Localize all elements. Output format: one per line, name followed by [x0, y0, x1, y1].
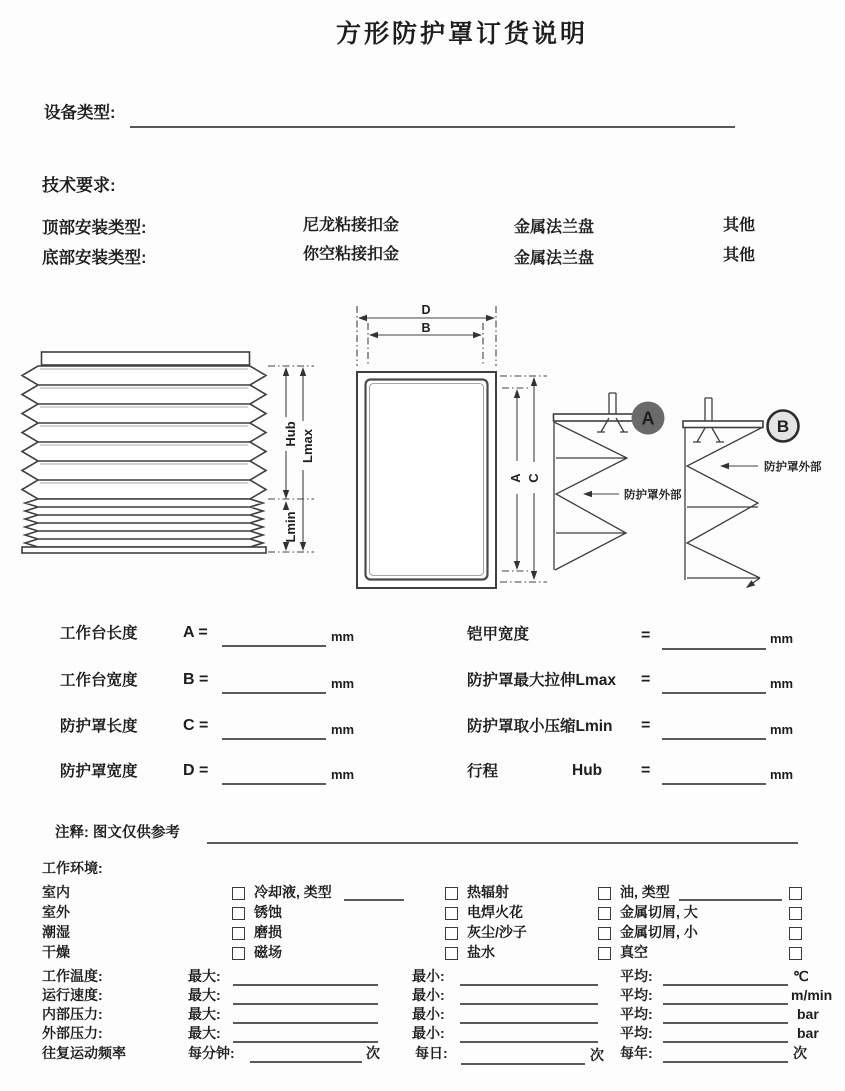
- note-line[interactable]: [207, 824, 798, 844]
- env-welding-sparks-label: 电焊火花: [467, 904, 523, 920]
- speed-label: 运行速度:: [42, 987, 103, 1003]
- freq-per-year-label: 每年:: [620, 1045, 653, 1061]
- external-pressure-unit: bar: [797, 1025, 819, 1041]
- checkbox-dust-sand[interactable]: [445, 927, 458, 940]
- checkbox-oil[interactable]: [598, 887, 611, 900]
- temp-unit: ℃: [793, 968, 809, 984]
- temp-max-line[interactable]: [233, 969, 378, 986]
- external-pressure-avg-label: 平均:: [620, 1025, 653, 1041]
- outside-label-a: 防护罩外部: [624, 489, 682, 502]
- external-pressure-max-line[interactable]: [233, 1026, 378, 1043]
- dim-b-label: 工作台宽度: [60, 672, 138, 689]
- input-lmax[interactable]: [662, 674, 766, 694]
- armor-width-eq: =: [641, 627, 651, 644]
- input-armor-width[interactable]: [662, 630, 766, 650]
- oil-type-line[interactable]: [679, 884, 782, 901]
- external-pressure-avg-line[interactable]: [663, 1026, 788, 1043]
- dim-c-unit: mm: [331, 722, 355, 737]
- temp-avg-label: 平均:: [620, 968, 653, 984]
- lmax-label: 防护罩最大拉伸Lmax: [467, 672, 616, 689]
- external-pressure-min-label: 最小:: [412, 1025, 445, 1041]
- lmin-unit: mm: [770, 722, 794, 737]
- dim-d-unit: mm: [331, 767, 355, 782]
- env-salt-water-label: 盐水: [467, 944, 495, 960]
- env-outdoor-label: 室外: [42, 904, 70, 920]
- c-dim-label: C: [526, 473, 541, 483]
- input-dim-b[interactable]: [222, 674, 326, 694]
- speed-max-label: 最大:: [188, 987, 221, 1003]
- dim-d-label: 防护罩宽度: [60, 763, 138, 780]
- lmin-eq: =: [641, 717, 651, 734]
- a-dim-label: A: [508, 473, 523, 483]
- mount-detail-a: [554, 393, 682, 570]
- checkbox-dry[interactable]: [789, 947, 802, 960]
- checkbox-welding-sparks[interactable]: [445, 907, 458, 920]
- checkbox-humid[interactable]: [789, 927, 802, 940]
- speed-min-line[interactable]: [460, 988, 598, 1005]
- lmax-unit: mm: [770, 676, 794, 691]
- dim-a-unit: mm: [331, 629, 355, 644]
- env-metal-chips-small-label: 金属切屑, 小: [620, 924, 698, 940]
- env-oil-label: 油, 类型: [620, 884, 670, 900]
- checkbox-outdoor[interactable]: [789, 907, 802, 920]
- internal-pressure-min-label: 最小:: [412, 1006, 445, 1022]
- dim-b-unit: mm: [331, 676, 355, 691]
- internal-pressure-max-label: 最大:: [188, 1006, 221, 1022]
- checkbox-magnetic-field[interactable]: [232, 947, 245, 960]
- device-type-label: 设备类型:: [44, 104, 116, 122]
- freq-per-year-line[interactable]: [663, 1046, 788, 1063]
- armor-width-unit: mm: [770, 631, 794, 646]
- lmax-eq: =: [641, 671, 651, 688]
- top-mount-option-nylon[interactable]: 尼龙粘接扣金: [303, 217, 400, 234]
- bottom-mount-option-nylon[interactable]: 你空粘接扣金: [303, 246, 400, 263]
- speed-max-line[interactable]: [233, 988, 378, 1005]
- dim-d-symbol: D =: [183, 762, 209, 779]
- detail-a-letter: A: [641, 408, 655, 429]
- dim-c-symbol: C =: [183, 717, 209, 734]
- env-indoor-label: 室内: [42, 884, 70, 900]
- freq-per-minute-label: 每分钟:: [188, 1045, 235, 1061]
- frequency-label: 往复运动频率: [42, 1045, 126, 1061]
- speed-min-label: 最小:: [412, 987, 445, 1003]
- coolant-type-line[interactable]: [344, 884, 404, 901]
- hub-dim-label: Hub: [283, 421, 298, 447]
- stroke-hub-symbol: Hub: [572, 762, 603, 779]
- note-label: 注释: 图文仅供参考: [55, 825, 180, 841]
- internal-pressure-max-line[interactable]: [233, 1007, 378, 1024]
- bottom-mount-option-other[interactable]: 其他: [723, 247, 756, 264]
- cover-top-view: [357, 303, 547, 588]
- env-dust-sand-label: 灰尘/沙子: [467, 924, 527, 940]
- internal-pressure-label: 内部压力:: [42, 1006, 103, 1022]
- freq-per-minute-unit: 次: [366, 1045, 380, 1061]
- detail-b-letter: B: [776, 417, 790, 436]
- tech-heading: 技术要求:: [42, 176, 116, 195]
- dim-c-label: 防护罩长度: [60, 718, 138, 735]
- dim-a-label: 工作台长度: [60, 625, 138, 642]
- external-pressure-min-line[interactable]: [460, 1026, 598, 1043]
- stroke-unit: mm: [770, 767, 794, 782]
- env-heat-radiation-label: 热辐射: [467, 884, 509, 900]
- page-title: 方形防护罩订货说明: [336, 20, 589, 48]
- device-type-input-line[interactable]: [130, 106, 735, 128]
- top-mount-option-flange[interactable]: 金属法兰盘: [514, 219, 595, 236]
- env-metal-chips-large-label: 金属切屑, 大: [620, 904, 698, 920]
- checkbox-heat-radiation[interactable]: [445, 887, 458, 900]
- outside-label-b: 防护罩外部: [764, 461, 822, 474]
- temp-label: 工作温度:: [42, 968, 103, 984]
- checkbox-metal-chips-large[interactable]: [598, 907, 611, 920]
- bottom-mount-option-flange[interactable]: 金属法兰盘: [514, 250, 595, 267]
- freq-per-minute-line[interactable]: [250, 1046, 362, 1063]
- internal-pressure-min-line[interactable]: [460, 1007, 598, 1024]
- mount-detail-b: [683, 398, 822, 588]
- top-mount-option-other[interactable]: 其他: [723, 217, 756, 234]
- env-humid-label: 潮湿: [42, 924, 70, 940]
- freq-per-day-label: 每日:: [415, 1045, 448, 1061]
- top-mount-label: 顶部安装类型:: [42, 219, 147, 237]
- dim-a-symbol: A =: [183, 624, 208, 641]
- env-magnetic-field-label: 磁场: [254, 944, 282, 960]
- internal-pressure-avg-line[interactable]: [663, 1007, 788, 1024]
- bottom-mount-label: 底部安装类型:: [42, 249, 147, 267]
- internal-pressure-unit: bar: [797, 1006, 819, 1022]
- b-dim-label: B: [421, 321, 431, 335]
- input-hub[interactable]: [662, 765, 766, 785]
- checkbox-rust[interactable]: [232, 907, 245, 920]
- armor-width-label: 铠甲宽度: [467, 626, 530, 643]
- checkbox-indoor[interactable]: [789, 887, 802, 900]
- env-coolant-label: 冷却液, 类型: [254, 884, 332, 900]
- input-dim-a[interactable]: [222, 627, 326, 647]
- external-pressure-max-label: 最大:: [188, 1025, 221, 1041]
- technical-drawing: [0, 295, 845, 605]
- lmin-label: 防护罩取小压缩Lmin: [467, 718, 613, 735]
- speed-avg-label: 平均:: [620, 987, 653, 1003]
- internal-pressure-avg-label: 平均:: [620, 1006, 653, 1022]
- input-dim-d[interactable]: [222, 765, 326, 785]
- env-vacuum-label: 真空: [620, 944, 648, 960]
- checkbox-coolant[interactable]: [232, 887, 245, 900]
- dim-b-symbol: B =: [183, 671, 209, 688]
- input-dim-c[interactable]: [222, 720, 326, 740]
- checkbox-vacuum[interactable]: [598, 947, 611, 960]
- lmax-dim-label: Lmax: [300, 429, 315, 463]
- external-pressure-label: 外部压力:: [42, 1025, 103, 1041]
- input-lmin[interactable]: [662, 720, 766, 740]
- env-rust-label: 锈蚀: [254, 904, 282, 920]
- checkbox-salt-water[interactable]: [445, 947, 458, 960]
- speed-unit: m/min: [791, 987, 833, 1003]
- speed-avg-line[interactable]: [663, 988, 788, 1005]
- freq-per-day-line[interactable]: [461, 1048, 585, 1065]
- bellows-side-view: [22, 352, 315, 553]
- stroke-label: 行程: [467, 763, 499, 780]
- temp-min-label: 最小:: [412, 968, 445, 984]
- freq-per-year-unit: 次: [793, 1045, 807, 1061]
- checkbox-abrasion[interactable]: [232, 927, 245, 940]
- env-heading: 工作环境:: [42, 860, 103, 876]
- temp-max-label: 最大:: [188, 968, 221, 984]
- temp-avg-line[interactable]: [663, 969, 788, 986]
- d-dim-label: D: [421, 303, 431, 317]
- stroke-eq: =: [641, 762, 651, 779]
- freq-per-day-unit: 次: [590, 1047, 604, 1063]
- lmin-dim-label: Lmin: [283, 511, 298, 543]
- checkbox-metal-chips-small[interactable]: [598, 927, 611, 940]
- env-abrasion-label: 磨损: [254, 924, 282, 940]
- env-dry-label: 干燥: [42, 944, 70, 960]
- temp-min-line[interactable]: [460, 969, 598, 986]
